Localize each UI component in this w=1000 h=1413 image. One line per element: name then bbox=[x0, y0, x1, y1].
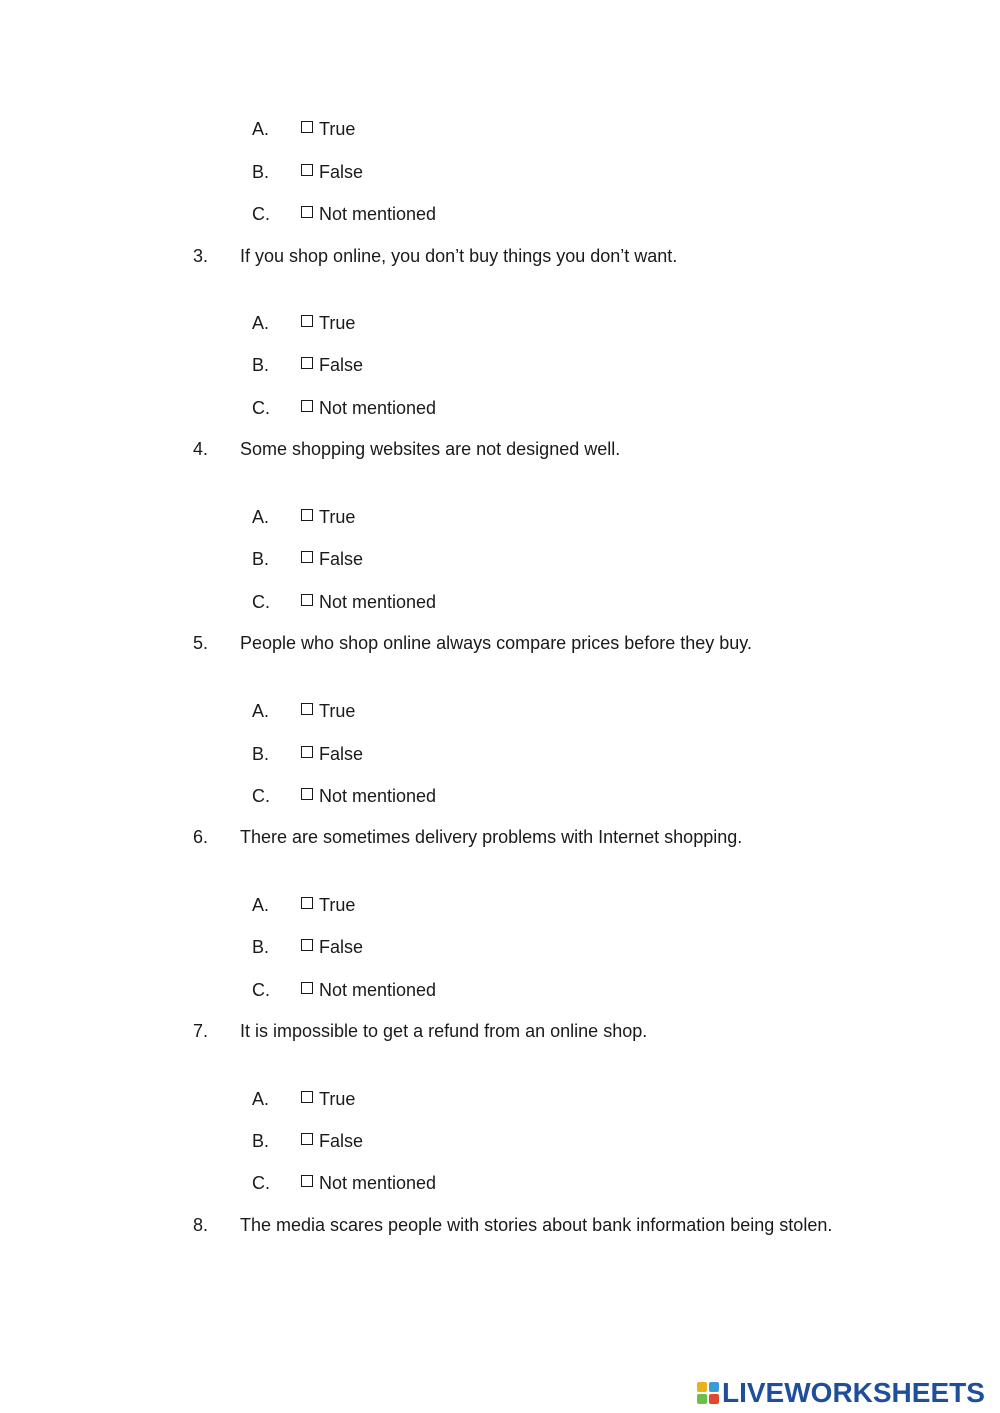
option-letter: B. bbox=[252, 744, 270, 764]
checkbox[interactable] bbox=[301, 121, 313, 133]
option-label: Not mentioned bbox=[319, 204, 437, 224]
liveworksheets-wordmark: LIVEWORKSHEETS bbox=[722, 1377, 985, 1408]
question-text: It is impossible to get a refund from an online shop. bbox=[240, 1021, 648, 1041]
option-row[interactable] bbox=[0, 979, 1000, 1001]
question bbox=[0, 245, 1000, 267]
option-row[interactable] bbox=[0, 1088, 1000, 1110]
option-label: False bbox=[319, 744, 364, 764]
option-letter: C. bbox=[252, 980, 270, 1000]
checkbox[interactable] bbox=[301, 897, 313, 909]
option-label: True bbox=[319, 1089, 356, 1109]
option-letter: B. bbox=[252, 162, 270, 182]
checkbox[interactable] bbox=[301, 939, 313, 951]
option-label: Not mentioned bbox=[319, 398, 437, 418]
question-number: 3. bbox=[193, 246, 209, 266]
checkbox[interactable] bbox=[301, 1133, 313, 1145]
checkbox[interactable] bbox=[301, 357, 313, 369]
checkbox[interactable] bbox=[301, 746, 313, 758]
option-label: True bbox=[319, 895, 356, 915]
question-text: There are sometimes delivery problems with Internet shopping. bbox=[240, 827, 743, 847]
option-row[interactable] bbox=[0, 548, 1000, 570]
option-row[interactable] bbox=[0, 700, 1000, 722]
question-number: 5. bbox=[193, 633, 209, 653]
option-label: Not mentioned bbox=[319, 592, 437, 612]
option-letter: C. bbox=[252, 786, 270, 806]
question bbox=[0, 826, 1000, 848]
option-letter: A. bbox=[252, 313, 270, 333]
option-label: Not mentioned bbox=[319, 786, 437, 806]
option-letter: B. bbox=[252, 549, 270, 569]
option-letter: A. bbox=[252, 701, 270, 721]
option-label: True bbox=[319, 507, 356, 527]
option-letter: A. bbox=[252, 507, 270, 527]
checkbox[interactable] bbox=[301, 315, 313, 327]
option-label: False bbox=[319, 937, 364, 957]
checkbox[interactable] bbox=[301, 400, 313, 412]
option-label: True bbox=[319, 701, 356, 721]
option-letter: C. bbox=[252, 1173, 270, 1193]
option-label: True bbox=[319, 119, 356, 139]
option-label: False bbox=[319, 549, 364, 569]
option-row[interactable] bbox=[0, 894, 1000, 916]
option-letter: C. bbox=[252, 592, 270, 612]
option-label: False bbox=[319, 355, 364, 375]
option-label: True bbox=[319, 313, 356, 333]
option-letter: A. bbox=[252, 895, 270, 915]
checkbox[interactable] bbox=[301, 1175, 313, 1187]
option-letter: A. bbox=[252, 1089, 270, 1109]
question-number: 8. bbox=[193, 1215, 209, 1235]
question-text: If you shop online, you don’t buy things you don’t want. bbox=[240, 246, 678, 266]
question-number: 7. bbox=[193, 1021, 209, 1041]
checkbox[interactable] bbox=[301, 703, 313, 715]
option-row[interactable] bbox=[0, 1172, 1000, 1194]
option-row[interactable] bbox=[0, 1130, 1000, 1152]
option-row[interactable] bbox=[0, 785, 1000, 807]
option-row[interactable] bbox=[0, 203, 1000, 225]
option-label: Not mentioned bbox=[319, 980, 437, 1000]
checkbox[interactable] bbox=[301, 788, 313, 800]
checkbox[interactable] bbox=[301, 594, 313, 606]
liveworksheets-logo-icon bbox=[697, 1382, 719, 1404]
question bbox=[0, 1214, 1000, 1236]
checkbox[interactable] bbox=[301, 982, 313, 994]
question-number: 6. bbox=[193, 827, 209, 847]
option-label: False bbox=[319, 162, 364, 182]
checkbox[interactable] bbox=[301, 1091, 313, 1103]
option-row[interactable] bbox=[0, 312, 1000, 334]
option-letter: A. bbox=[252, 119, 270, 139]
question-number: 4. bbox=[193, 439, 209, 459]
checkbox[interactable] bbox=[301, 164, 313, 176]
option-row[interactable] bbox=[0, 354, 1000, 376]
option-row[interactable] bbox=[0, 118, 1000, 140]
liveworksheets-logo[interactable] bbox=[697, 1378, 997, 1408]
option-row[interactable] bbox=[0, 936, 1000, 958]
option-row[interactable] bbox=[0, 743, 1000, 765]
option-row[interactable] bbox=[0, 506, 1000, 528]
question bbox=[0, 632, 1000, 654]
option-row[interactable] bbox=[0, 397, 1000, 419]
checkbox[interactable] bbox=[301, 509, 313, 521]
question bbox=[0, 1020, 1000, 1042]
question-text: People who shop online always compare prices before they buy. bbox=[240, 633, 752, 653]
option-label: False bbox=[319, 1131, 364, 1151]
option-letter: C. bbox=[252, 398, 270, 418]
option-letter: B. bbox=[252, 355, 270, 375]
option-row[interactable] bbox=[0, 591, 1000, 613]
checkbox[interactable] bbox=[301, 551, 313, 563]
option-row[interactable] bbox=[0, 161, 1000, 183]
option-letter: C. bbox=[252, 204, 270, 224]
option-label: Not mentioned bbox=[319, 1173, 437, 1193]
checkbox[interactable] bbox=[301, 206, 313, 218]
option-letter: B. bbox=[252, 1131, 270, 1151]
question bbox=[0, 438, 1000, 460]
option-letter: B. bbox=[252, 937, 270, 957]
question-text: Some shopping websites are not designed well. bbox=[240, 439, 621, 459]
question-text: The media scares people with stories about bank information being stolen. bbox=[240, 1215, 833, 1235]
